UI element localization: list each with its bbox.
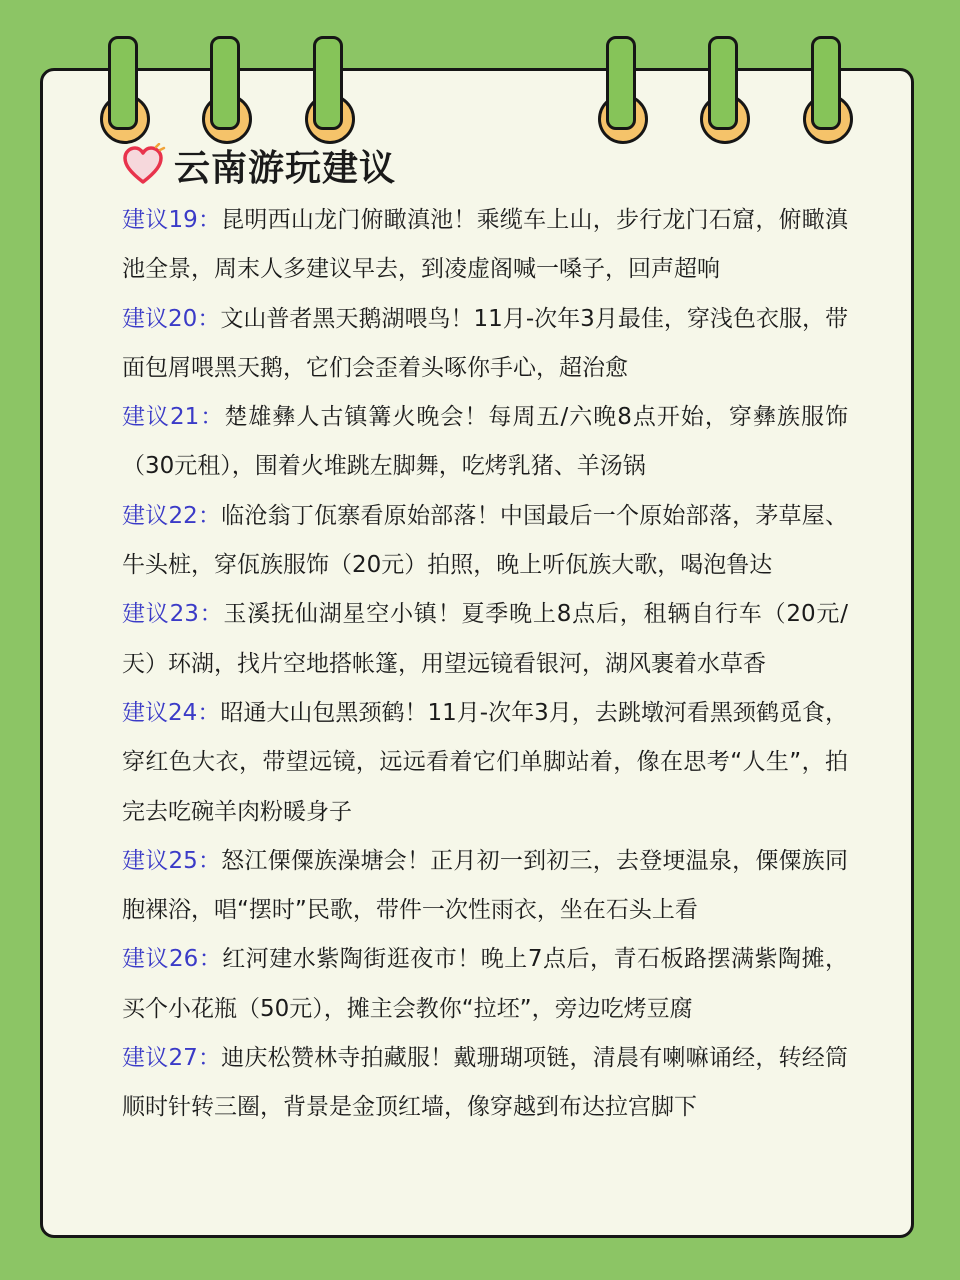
tip-text: 红河建水紫陶街逛夜市！晚上7点后，青石板路摆满紫陶摊，买个小花瓶（50元），摊主会教你“拉坯”，旁边吃烤豆腐	[122, 946, 848, 1022]
tip-label: 建议27：	[122, 1045, 222, 1072]
tip-label: 建议24：	[122, 699, 221, 726]
tip-item	[122, 935, 848, 1034]
binder-ring-5	[695, 36, 765, 156]
binder-ring-2	[197, 36, 267, 156]
tip-text: 昭通大山包黑颈鹤！11月-次年3月，去跳墩河看黑颈鹤觅食，穿红色大衣，带望远镜，远远看着它们单脚站着，像在思考“人生”，拍完去吃碗羊肉粉暖身子	[122, 699, 848, 825]
tip-item	[122, 590, 848, 689]
tip-item	[122, 295, 848, 394]
heart-icon	[120, 143, 166, 189]
tip-item	[122, 1034, 848, 1133]
binder-ring-4	[593, 36, 663, 156]
tip-label: 建议20：	[122, 305, 221, 332]
tip-label: 建议26：	[122, 946, 223, 973]
tip-label: 建议23：	[122, 601, 224, 628]
tip-label: 建议22：	[122, 502, 222, 529]
tip-text: 楚雄彝人古镇篝火晚会！每周五/六晚8点开始，穿彝族服饰（30元租），围着火堆跳左脚舞，吃烤乳猪、羊汤锅	[122, 404, 848, 480]
tip-label: 建议25：	[122, 847, 222, 874]
binder-ring-3	[300, 36, 370, 156]
tip-text: 玉溪抚仙湖星空小镇！夏季晚上8点后，租辆自行车（20元/天）环湖，找片空地搭帐篷，用望远镜看银河，湖风裹着水草香	[122, 601, 848, 677]
tip-item	[122, 492, 848, 591]
tip-text: 临沧翁丁佤寨看原始部落！中国最后一个原始部落，茅草屋、牛头桩，穿佤族服饰（20元）拍照，晚上听佤族大歌，喝泡鲁达	[122, 502, 848, 579]
page-title: 云南游玩建议	[174, 148, 397, 189]
title-row	[120, 140, 396, 191]
tip-text: 怒江傈僳族澡塘会！正月初一到初三，去登埂温泉，傈僳族同胞裸浴，唱“摆时”民歌，带件一次性雨衣，坐在石头上看	[122, 847, 848, 924]
tip-text: 昆明西山龙门俯瞰滇池！乘缆车上山，步行龙门石窟，俯瞰滇池全景，周末人多建议早去，到凌虚阁喊一嗓子，回声超响	[122, 207, 848, 283]
tip-item	[122, 837, 848, 936]
tip-item	[122, 689, 848, 837]
tip-text: 文山普者黑天鹅湖喂鸟！11月-次年3月最佳，穿浅色衣服，带面包屑喂黑天鹅，它们会歪着头啄你手心，超治愈	[122, 305, 848, 381]
binder-ring-6	[798, 36, 868, 156]
tip-label: 建议21：	[122, 404, 225, 431]
tip-label: 建议19：	[122, 207, 222, 233]
tip-item	[122, 196, 848, 295]
tip-text: 迪庆松赞林寺拍藏服！戴珊瑚项链，清晨有喇嘛诵经，转经筒顺时针转三圈，背景是金顶红墙，像穿越到布达拉宫脚下	[122, 1045, 848, 1121]
tip-item	[122, 393, 848, 492]
binder-ring-1	[95, 36, 165, 156]
tips-list	[122, 196, 848, 1133]
